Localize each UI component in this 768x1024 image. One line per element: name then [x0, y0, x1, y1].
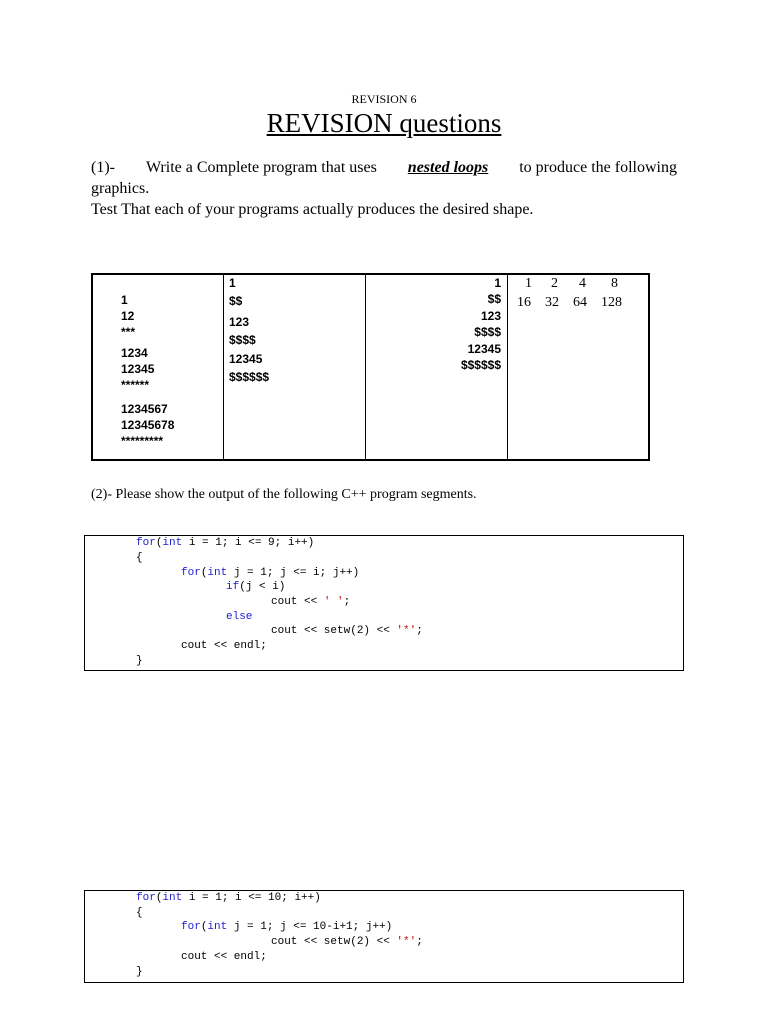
shape-3-line: 123 [480, 309, 501, 323]
shape-3-line: 12345 [467, 342, 501, 356]
shape-1-line: 12345 [121, 362, 155, 376]
code-line [271, 936, 423, 948]
code-text: ( [155, 892, 163, 904]
code-line: cout << endl; [181, 640, 267, 652]
question-1 [91, 157, 677, 220]
code-line [136, 892, 321, 904]
shape-2-line: $$$$$$ [229, 370, 270, 384]
shape-1-line: ********* [121, 434, 164, 448]
number-cell [508, 275, 648, 459]
question-1-number: (1)- [91, 159, 115, 176]
number-row-1-value: 8 [611, 276, 618, 291]
number-row-2-value: 32 [545, 295, 559, 310]
code-text: ( [200, 921, 208, 933]
code-text: ; [416, 936, 423, 948]
shape-3-line: $$ [487, 292, 501, 306]
code-line: cout << endl; [181, 951, 267, 963]
shape-1-line: 12 [121, 309, 135, 323]
question-1-line-3: Test That each of your programs actually produces the desired shape. [91, 201, 534, 218]
number-row-2-value: 64 [573, 295, 587, 310]
code-text: j = 1; j <= 10-i+1; j++) [227, 921, 393, 933]
shape-2-line: 12345 [229, 352, 263, 366]
code-line: { [136, 552, 143, 564]
code-line: } [136, 966, 143, 978]
code-text: i = 1; i <= 9; i++) [182, 537, 315, 549]
question-1-text-a: Write a Complete program that uses [145, 159, 377, 176]
code-text: i = 1; i <= 10; i++) [182, 892, 321, 904]
code-keyword: for [136, 892, 156, 904]
shape-3-line: $$$$ [474, 325, 501, 339]
code-text: cout << setw(2) << [271, 936, 397, 948]
code-keyword: for [136, 537, 156, 549]
question-1-text-b: to produce the following [519, 159, 677, 176]
code-line [226, 611, 252, 623]
page-title: REVISION questions [266, 108, 502, 138]
number-row-2-value: 128 [601, 295, 622, 310]
code-text: ; [416, 625, 423, 637]
shape-1-line: *** [121, 325, 136, 339]
number-row-1-value: 4 [579, 276, 586, 291]
shape-2-line: $$ [229, 294, 243, 308]
shape-2-line: $$$$ [229, 333, 256, 347]
shape-1-line: ****** [121, 378, 150, 392]
code-keyword: for [181, 921, 201, 933]
code-line [226, 581, 285, 593]
code-keyword: for [181, 567, 201, 579]
code-line [271, 596, 350, 608]
code-line [136, 537, 314, 549]
number-row-1-value: 1 [525, 276, 532, 291]
shape-cell-1 [93, 275, 223, 459]
code-block-1 [84, 535, 684, 671]
code-line [181, 921, 392, 933]
shape-2-line: 123 [229, 315, 250, 329]
code-line: } [136, 655, 143, 667]
code-string: '*' [396, 936, 417, 948]
code-text: j = 1; j <= i; j++) [227, 567, 360, 579]
shape-cell-3 [366, 275, 507, 459]
shapes-table [91, 273, 650, 461]
shape-1-line: 12345678 [121, 418, 175, 432]
code-keyword: else [226, 611, 253, 623]
code-text: cout << setw(2) << [271, 625, 397, 637]
code-keyword: int [162, 892, 183, 904]
code-text: (j < i) [239, 581, 286, 593]
number-row-2-value: 16 [517, 295, 531, 310]
code-line [181, 567, 359, 579]
question-2: (2)- Please show the output of the following C++ program segments. [91, 487, 477, 502]
code-string: ' ' [323, 596, 344, 608]
code-keyword: int [162, 537, 183, 549]
code-block-2 [84, 890, 684, 983]
page-header: REVISION 6 [351, 92, 417, 106]
code-line [271, 625, 423, 637]
question-1-line-1 [91, 157, 677, 178]
shape-3-line: $$$$$$ [460, 358, 501, 372]
code-text: ( [155, 537, 163, 549]
shape-1-line: 1234567 [121, 402, 168, 416]
question-1-emphasis: nested loops [407, 159, 489, 176]
shape-1-line: 1234 [121, 346, 148, 360]
shape-1-line: 1 [121, 293, 128, 307]
shape-3-line: 1 [494, 276, 501, 290]
code-keyword: if [226, 581, 240, 593]
number-row-1-value: 2 [551, 276, 558, 291]
code-keyword: int [207, 921, 228, 933]
code-text: ; [343, 596, 351, 608]
code-text: ( [200, 567, 208, 579]
shape-2-line: 1 [229, 276, 236, 290]
code-text: cout << [271, 596, 324, 608]
code-keyword: int [207, 567, 228, 579]
shape-cell-2 [224, 275, 365, 459]
code-line: { [136, 907, 143, 919]
code-string: '*' [396, 625, 417, 637]
question-1-line-2: graphics. [91, 180, 150, 197]
